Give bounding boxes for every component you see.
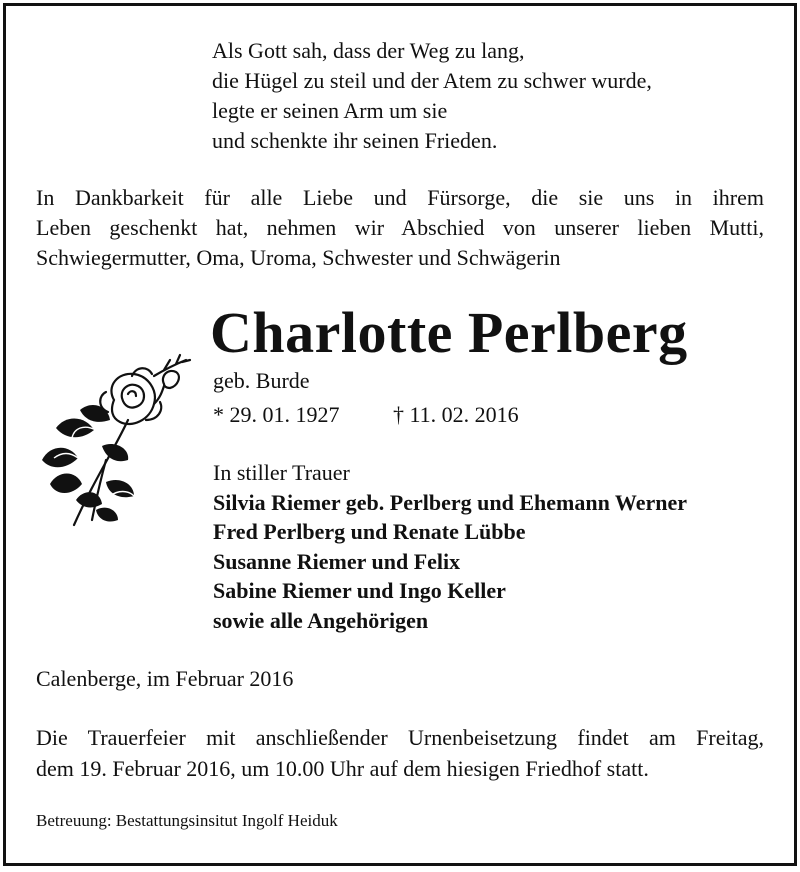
intro-line: Schwiegermutter, Oma, Uroma, Schwester und Schwägerin: [36, 245, 561, 270]
funeral-home-credit: Betreuung: Bestattungsinsitut Ingolf Heiduk: [36, 811, 338, 830]
mourner-line: Sabine Riemer und Ingo Keller: [213, 578, 506, 603]
intro-paragraph: [36, 183, 764, 273]
intro-line: In Dankbarkeit für alle Liebe und Fürsorge, die sie uns in ihrem: [36, 185, 764, 210]
birth-date: * 29. 01. 1927: [213, 402, 340, 427]
service-line: Die Trauerfeier mit anschließender Urnenbeisetzung findet am Freitag,: [36, 725, 764, 750]
funeral-service-info: [36, 722, 764, 784]
service-line: dem 19. Februar 2016, um 10.00 Uhr auf dem hiesigen Friedhof statt.: [36, 756, 649, 781]
intro-line: Leben geschenkt hat, nehmen wir Abschied von unserer lieben Mutti,: [36, 215, 764, 240]
mourner-line: Fred Perlberg und Renate Lübbe: [213, 519, 526, 544]
place-and-date: Calenberge, im Februar 2016: [36, 666, 294, 691]
mourner-line: Silvia Riemer geb. Perlberg und Ehemann Werner: [213, 489, 687, 515]
poem-line: legte er seinen Arm um sie: [212, 98, 448, 123]
life-dates: [213, 400, 519, 430]
memorial-poem: [212, 36, 652, 156]
mourner-line: Susanne Riemer und Felix: [213, 548, 461, 574]
deceased-name: Charlotte Perlberg: [210, 300, 688, 365]
mourners-block: [213, 458, 687, 635]
poem-line: Als Gott sah, dass der Weg zu lang,: [212, 38, 525, 63]
poem-line: die Hügel zu steil und der Atem zu schwer wurde,: [212, 68, 652, 93]
obituary-notice: [3, 3, 797, 866]
mourner-line: sowie alle Angehörigen: [213, 607, 429, 633]
rose-icon: [36, 350, 206, 540]
mourners-heading: In stiller Trauer: [213, 460, 350, 485]
poem-line: und schenkte ihr seinen Frieden.: [212, 128, 498, 153]
maiden-name: geb. Burde: [213, 368, 310, 393]
death-date: † 11. 02. 2016: [393, 402, 519, 427]
